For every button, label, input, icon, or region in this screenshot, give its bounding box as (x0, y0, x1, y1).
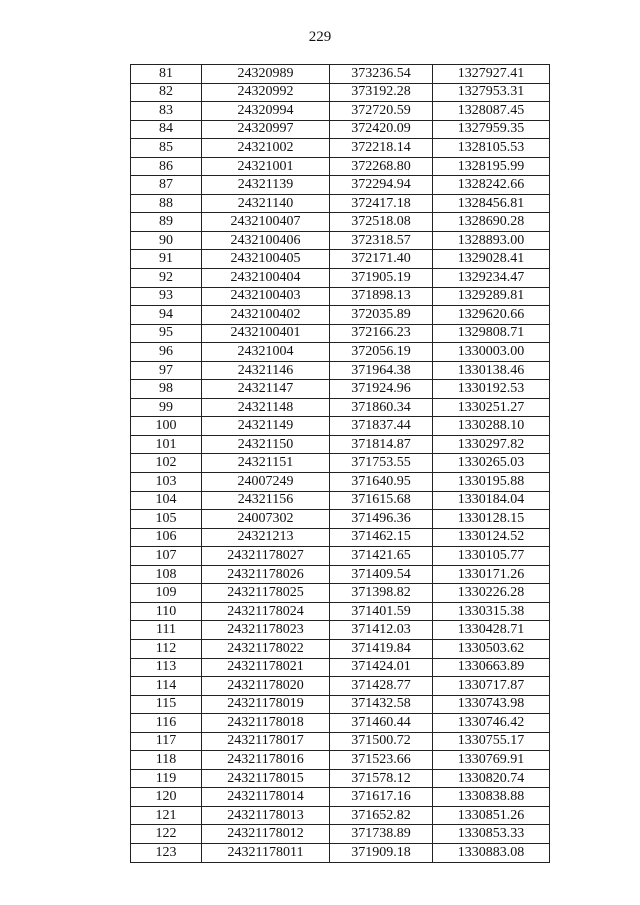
row-index-cell: 88 (131, 194, 202, 213)
table-row (131, 269, 550, 288)
x-coordinate-cell: 371523.66 (330, 751, 433, 770)
x-coordinate-cell: 372318.57 (330, 231, 433, 250)
x-coordinate-cell: 371615.68 (330, 491, 433, 510)
point-id-cell: 24320997 (202, 120, 330, 139)
table-row (131, 751, 550, 770)
point-id-cell: 24321213 (202, 528, 330, 547)
table-row (131, 380, 550, 399)
point-id-cell: 24320994 (202, 102, 330, 121)
row-index-cell: 95 (131, 324, 202, 343)
y-coordinate-cell: 1330128.15 (433, 510, 550, 529)
row-index-cell: 118 (131, 751, 202, 770)
table-row (131, 658, 550, 677)
y-coordinate-cell: 1330853.33 (433, 825, 550, 844)
y-coordinate-cell: 1330663.89 (433, 658, 550, 677)
row-index-cell: 115 (131, 695, 202, 714)
table-row (131, 454, 550, 473)
y-coordinate-cell: 1327927.41 (433, 65, 550, 84)
row-index-cell: 120 (131, 788, 202, 807)
point-id-cell: 24321178011 (202, 843, 330, 862)
point-id-cell: 2432100402 (202, 306, 330, 325)
table-row (131, 231, 550, 250)
y-coordinate-cell: 1327959.35 (433, 120, 550, 139)
table-row (131, 139, 550, 158)
row-index-cell: 86 (131, 157, 202, 176)
point-id-cell: 24321178020 (202, 677, 330, 696)
x-coordinate-cell: 373192.28 (330, 83, 433, 102)
y-coordinate-cell: 1330428.71 (433, 621, 550, 640)
table-row (131, 361, 550, 380)
table-row (131, 806, 550, 825)
x-coordinate-cell: 371398.82 (330, 584, 433, 603)
page-number: 229 (308, 29, 332, 45)
y-coordinate-cell: 1329620.66 (433, 306, 550, 325)
table-row (131, 398, 550, 417)
table-row (131, 528, 550, 547)
y-coordinate-cell: 1330251.27 (433, 398, 550, 417)
y-coordinate-cell: 1329028.41 (433, 250, 550, 269)
table-row (131, 473, 550, 492)
x-coordinate-cell: 371652.82 (330, 806, 433, 825)
table-row (131, 287, 550, 306)
row-index-cell: 97 (131, 361, 202, 380)
y-coordinate-cell: 1328105.53 (433, 139, 550, 158)
table-row (131, 120, 550, 139)
x-coordinate-cell: 371905.19 (330, 269, 433, 288)
x-coordinate-cell: 371500.72 (330, 732, 433, 751)
y-coordinate-cell: 1330746.42 (433, 714, 550, 733)
y-coordinate-cell: 1330315.38 (433, 602, 550, 621)
row-index-cell: 90 (131, 231, 202, 250)
x-coordinate-cell: 372294.94 (330, 176, 433, 195)
x-coordinate-cell: 372218.14 (330, 139, 433, 158)
row-index-cell: 113 (131, 658, 202, 677)
y-coordinate-cell: 1330851.26 (433, 806, 550, 825)
row-index-cell: 100 (131, 417, 202, 436)
y-coordinate-cell: 1330883.08 (433, 843, 550, 862)
row-index-cell: 103 (131, 473, 202, 492)
point-id-cell: 24321004 (202, 343, 330, 362)
x-coordinate-cell: 371462.15 (330, 528, 433, 547)
table-row (131, 65, 550, 84)
y-coordinate-cell: 1330138.46 (433, 361, 550, 380)
point-id-cell: 24321002 (202, 139, 330, 158)
x-coordinate-cell: 371964.38 (330, 361, 433, 380)
y-coordinate-cell: 1329808.71 (433, 324, 550, 343)
y-coordinate-cell: 1328242.66 (433, 176, 550, 195)
point-id-cell: 24321178022 (202, 639, 330, 658)
table-row (131, 621, 550, 640)
x-coordinate-cell: 371409.54 (330, 565, 433, 584)
row-index-cell: 114 (131, 677, 202, 696)
y-coordinate-cell: 1327953.31 (433, 83, 550, 102)
table-row (131, 695, 550, 714)
row-index-cell: 85 (131, 139, 202, 158)
x-coordinate-cell: 371496.36 (330, 510, 433, 529)
point-id-cell: 24321178017 (202, 732, 330, 751)
x-coordinate-cell: 371460.44 (330, 714, 433, 733)
point-id-cell: 24321149 (202, 417, 330, 436)
point-id-cell: 24321178014 (202, 788, 330, 807)
y-coordinate-cell: 1330755.17 (433, 732, 550, 751)
row-index-cell: 112 (131, 639, 202, 658)
table-row (131, 510, 550, 529)
row-index-cell: 82 (131, 83, 202, 102)
x-coordinate-cell: 371428.77 (330, 677, 433, 696)
point-id-cell: 2432100405 (202, 250, 330, 269)
table-row (131, 677, 550, 696)
point-id-cell: 24321178027 (202, 547, 330, 566)
x-coordinate-cell: 373236.54 (330, 65, 433, 84)
point-id-cell: 24321178026 (202, 565, 330, 584)
point-id-cell: 24321150 (202, 435, 330, 454)
y-coordinate-cell: 1330124.52 (433, 528, 550, 547)
x-coordinate-cell: 371898.13 (330, 287, 433, 306)
point-id-cell: 24321178018 (202, 714, 330, 733)
table-row (131, 176, 550, 195)
point-id-cell: 2432100404 (202, 269, 330, 288)
y-coordinate-cell: 1328690.28 (433, 213, 550, 232)
row-index-cell: 111 (131, 621, 202, 640)
table-row (131, 825, 550, 844)
point-id-cell: 24321178019 (202, 695, 330, 714)
row-index-cell: 109 (131, 584, 202, 603)
row-index-cell: 107 (131, 547, 202, 566)
point-id-cell: 2432100407 (202, 213, 330, 232)
x-coordinate-cell: 372056.19 (330, 343, 433, 362)
table-row (131, 213, 550, 232)
table-row (131, 343, 550, 362)
y-coordinate-cell: 1330297.82 (433, 435, 550, 454)
y-coordinate-cell: 1330195.88 (433, 473, 550, 492)
x-coordinate-cell: 371924.96 (330, 380, 433, 399)
row-index-cell: 121 (131, 806, 202, 825)
point-id-cell: 24007302 (202, 510, 330, 529)
row-index-cell: 119 (131, 769, 202, 788)
table-row (131, 417, 550, 436)
x-coordinate-cell: 371837.44 (330, 417, 433, 436)
y-coordinate-cell: 1330820.74 (433, 769, 550, 788)
table-row (131, 250, 550, 269)
x-coordinate-cell: 372171.40 (330, 250, 433, 269)
row-index-cell: 101 (131, 435, 202, 454)
row-index-cell: 106 (131, 528, 202, 547)
y-coordinate-cell: 1330503.62 (433, 639, 550, 658)
y-coordinate-cell: 1328456.81 (433, 194, 550, 213)
y-coordinate-cell: 1329289.81 (433, 287, 550, 306)
table-body (131, 65, 550, 863)
row-index-cell: 98 (131, 380, 202, 399)
row-index-cell: 108 (131, 565, 202, 584)
x-coordinate-cell: 371421.65 (330, 547, 433, 566)
y-coordinate-cell: 1330769.91 (433, 751, 550, 770)
y-coordinate-cell: 1330226.28 (433, 584, 550, 603)
table-row (131, 157, 550, 176)
table-row (131, 843, 550, 862)
x-coordinate-cell: 372035.89 (330, 306, 433, 325)
row-index-cell: 84 (131, 120, 202, 139)
row-index-cell: 122 (131, 825, 202, 844)
x-coordinate-cell: 372166.23 (330, 324, 433, 343)
row-index-cell: 123 (131, 843, 202, 862)
x-coordinate-cell: 372518.08 (330, 213, 433, 232)
point-id-cell: 24320992 (202, 83, 330, 102)
point-id-cell: 2432100401 (202, 324, 330, 343)
table-row (131, 639, 550, 658)
point-id-cell: 24321178023 (202, 621, 330, 640)
table-row (131, 435, 550, 454)
point-id-cell: 24321178024 (202, 602, 330, 621)
table-row (131, 602, 550, 621)
x-coordinate-cell: 371617.16 (330, 788, 433, 807)
table-row (131, 714, 550, 733)
table-row (131, 788, 550, 807)
row-index-cell: 83 (131, 102, 202, 121)
x-coordinate-cell: 372420.09 (330, 120, 433, 139)
point-id-cell: 24321001 (202, 157, 330, 176)
row-index-cell: 96 (131, 343, 202, 362)
x-coordinate-cell: 371578.12 (330, 769, 433, 788)
table-row (131, 491, 550, 510)
y-coordinate-cell: 1330743.98 (433, 695, 550, 714)
x-coordinate-cell: 372720.59 (330, 102, 433, 121)
row-index-cell: 81 (131, 65, 202, 84)
table-row (131, 324, 550, 343)
point-id-cell: 24321178025 (202, 584, 330, 603)
row-index-cell: 104 (131, 491, 202, 510)
x-coordinate-cell: 371432.58 (330, 695, 433, 714)
x-coordinate-cell: 371401.59 (330, 602, 433, 621)
x-coordinate-cell: 371738.89 (330, 825, 433, 844)
point-id-cell: 24321146 (202, 361, 330, 380)
x-coordinate-cell: 371753.55 (330, 454, 433, 473)
row-index-cell: 89 (131, 213, 202, 232)
point-id-cell: 24321178012 (202, 825, 330, 844)
x-coordinate-cell: 371909.18 (330, 843, 433, 862)
row-index-cell: 92 (131, 269, 202, 288)
point-id-cell: 24321178021 (202, 658, 330, 677)
point-id-cell: 2432100406 (202, 231, 330, 250)
point-id-cell: 24321139 (202, 176, 330, 195)
x-coordinate-cell: 371640.95 (330, 473, 433, 492)
x-coordinate-cell: 371814.87 (330, 435, 433, 454)
point-id-cell: 24321140 (202, 194, 330, 213)
row-index-cell: 105 (131, 510, 202, 529)
y-coordinate-cell: 1330838.88 (433, 788, 550, 807)
point-id-cell: 24321148 (202, 398, 330, 417)
point-id-cell: 24321178013 (202, 806, 330, 825)
table-row (131, 547, 550, 566)
x-coordinate-cell: 372268.80 (330, 157, 433, 176)
table-row (131, 565, 550, 584)
table-row (131, 732, 550, 751)
y-coordinate-cell: 1330192.53 (433, 380, 550, 399)
y-coordinate-cell: 1328087.45 (433, 102, 550, 121)
y-coordinate-cell: 1329234.47 (433, 269, 550, 288)
x-coordinate-cell: 372417.18 (330, 194, 433, 213)
x-coordinate-cell: 371860.34 (330, 398, 433, 417)
table-row (131, 102, 550, 121)
point-id-cell: 24321178015 (202, 769, 330, 788)
row-index-cell: 99 (131, 398, 202, 417)
point-id-cell: 2432100403 (202, 287, 330, 306)
row-index-cell: 93 (131, 287, 202, 306)
x-coordinate-cell: 371412.03 (330, 621, 433, 640)
y-coordinate-cell: 1330003.00 (433, 343, 550, 362)
point-id-cell: 24321178016 (202, 751, 330, 770)
table-row (131, 584, 550, 603)
point-id-cell: 24320989 (202, 65, 330, 84)
table-row (131, 194, 550, 213)
row-index-cell: 117 (131, 732, 202, 751)
coordinates-table (130, 64, 550, 863)
point-id-cell: 24321151 (202, 454, 330, 473)
y-coordinate-cell: 1330171.26 (433, 565, 550, 584)
y-coordinate-cell: 1330105.77 (433, 547, 550, 566)
x-coordinate-cell: 371419.84 (330, 639, 433, 658)
y-coordinate-cell: 1330717.87 (433, 677, 550, 696)
row-index-cell: 87 (131, 176, 202, 195)
table-row (131, 769, 550, 788)
x-coordinate-cell: 371424.01 (330, 658, 433, 677)
y-coordinate-cell: 1330288.10 (433, 417, 550, 436)
row-index-cell: 91 (131, 250, 202, 269)
row-index-cell: 94 (131, 306, 202, 325)
point-id-cell: 24321147 (202, 380, 330, 399)
y-coordinate-cell: 1328195.99 (433, 157, 550, 176)
row-index-cell: 102 (131, 454, 202, 473)
table-row (131, 306, 550, 325)
point-id-cell: 24007249 (202, 473, 330, 492)
row-index-cell: 110 (131, 602, 202, 621)
y-coordinate-cell: 1330184.04 (433, 491, 550, 510)
row-index-cell: 116 (131, 714, 202, 733)
y-coordinate-cell: 1330265.03 (433, 454, 550, 473)
table-row (131, 83, 550, 102)
point-id-cell: 24321156 (202, 491, 330, 510)
y-coordinate-cell: 1328893.00 (433, 231, 550, 250)
